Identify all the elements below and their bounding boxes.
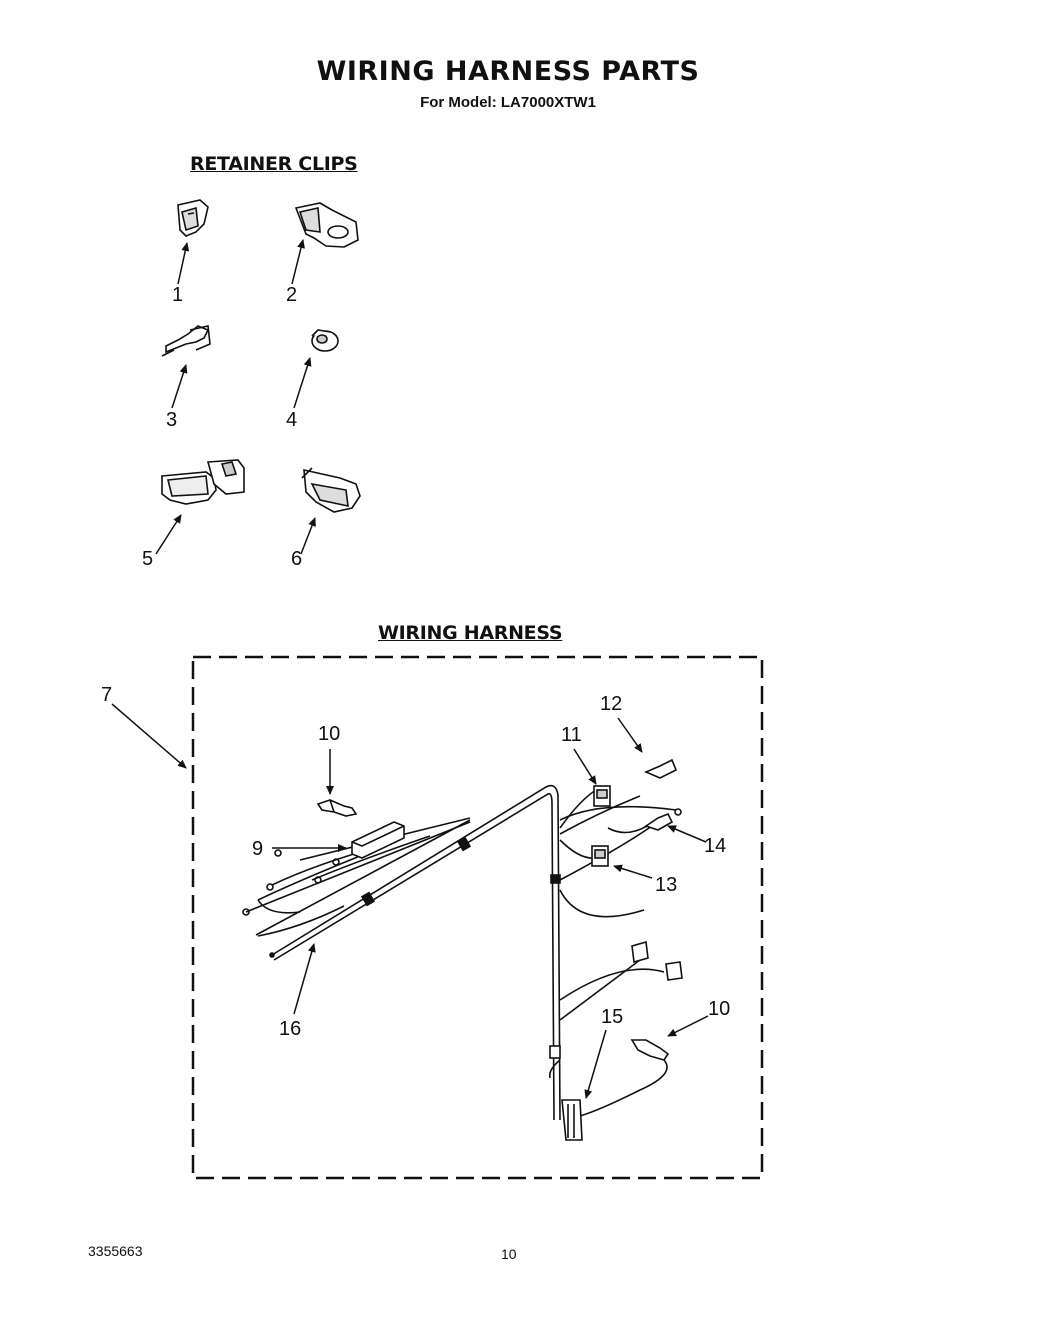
callout-12-arrow [618, 718, 642, 752]
callout-10-bottom-label: 10 [708, 998, 731, 1020]
retainer-clip-3-drawing [162, 326, 210, 356]
callout-6-label: 6 [291, 548, 303, 570]
callout-1-label: 1 [172, 284, 184, 306]
callout-2-arrow [292, 240, 303, 284]
callout-4-label: 4 [286, 409, 298, 431]
retainer-clips-heading: RETAINER CLIPS [190, 153, 358, 175]
callout-15-label: 15 [601, 1006, 624, 1028]
callout-13-arrow [614, 866, 652, 878]
callout-3-arrow [172, 365, 186, 408]
callout-11-label: 11 [561, 724, 582, 746]
callout-14-arrow [668, 826, 706, 842]
callout-6-arrow [301, 518, 315, 554]
callout-16-label: 16 [279, 1018, 302, 1040]
callout-12-label: 12 [600, 693, 623, 715]
callout-9-label: 9 [252, 838, 264, 860]
retainer-clip-6-drawing [302, 468, 360, 512]
callout-10-top-label: 10 [318, 723, 341, 745]
wiring-harness-frame [193, 657, 762, 1178]
callout-7-label: 7 [101, 684, 113, 706]
retainer-clip-1-drawing [178, 200, 208, 236]
callout-4-arrow [294, 358, 310, 408]
callout-15-arrow [586, 1030, 606, 1098]
callout-3-label: 3 [166, 409, 178, 431]
model-subtitle: For Model: LA7000XTW1 [420, 94, 596, 111]
retainer-clip-4-drawing [312, 330, 338, 351]
callout-2-label: 2 [286, 284, 298, 306]
callout-5-arrow [156, 515, 181, 554]
callout-7-arrow [112, 704, 186, 768]
callout-1-arrow [178, 243, 187, 284]
page-number: 10 [501, 1246, 517, 1262]
callout-13-label: 13 [655, 874, 678, 896]
page-title: WIRING HARNESS PARTS [316, 56, 700, 87]
callout-11-arrow [574, 749, 596, 784]
callout-5-label: 5 [142, 548, 154, 570]
retainer-clip-5-drawing [162, 460, 244, 504]
document-number: 3355663 [88, 1243, 143, 1259]
wiring-harness-heading: WIRING HARNESS [378, 622, 563, 644]
retainer-clip-2-drawing [296, 203, 358, 247]
callout-16-arrow [294, 944, 314, 1014]
callout-14-label: 14 [704, 835, 727, 857]
wiring-harness-drawing [243, 760, 682, 1140]
callout-10-bottom-arrow [668, 1016, 708, 1036]
